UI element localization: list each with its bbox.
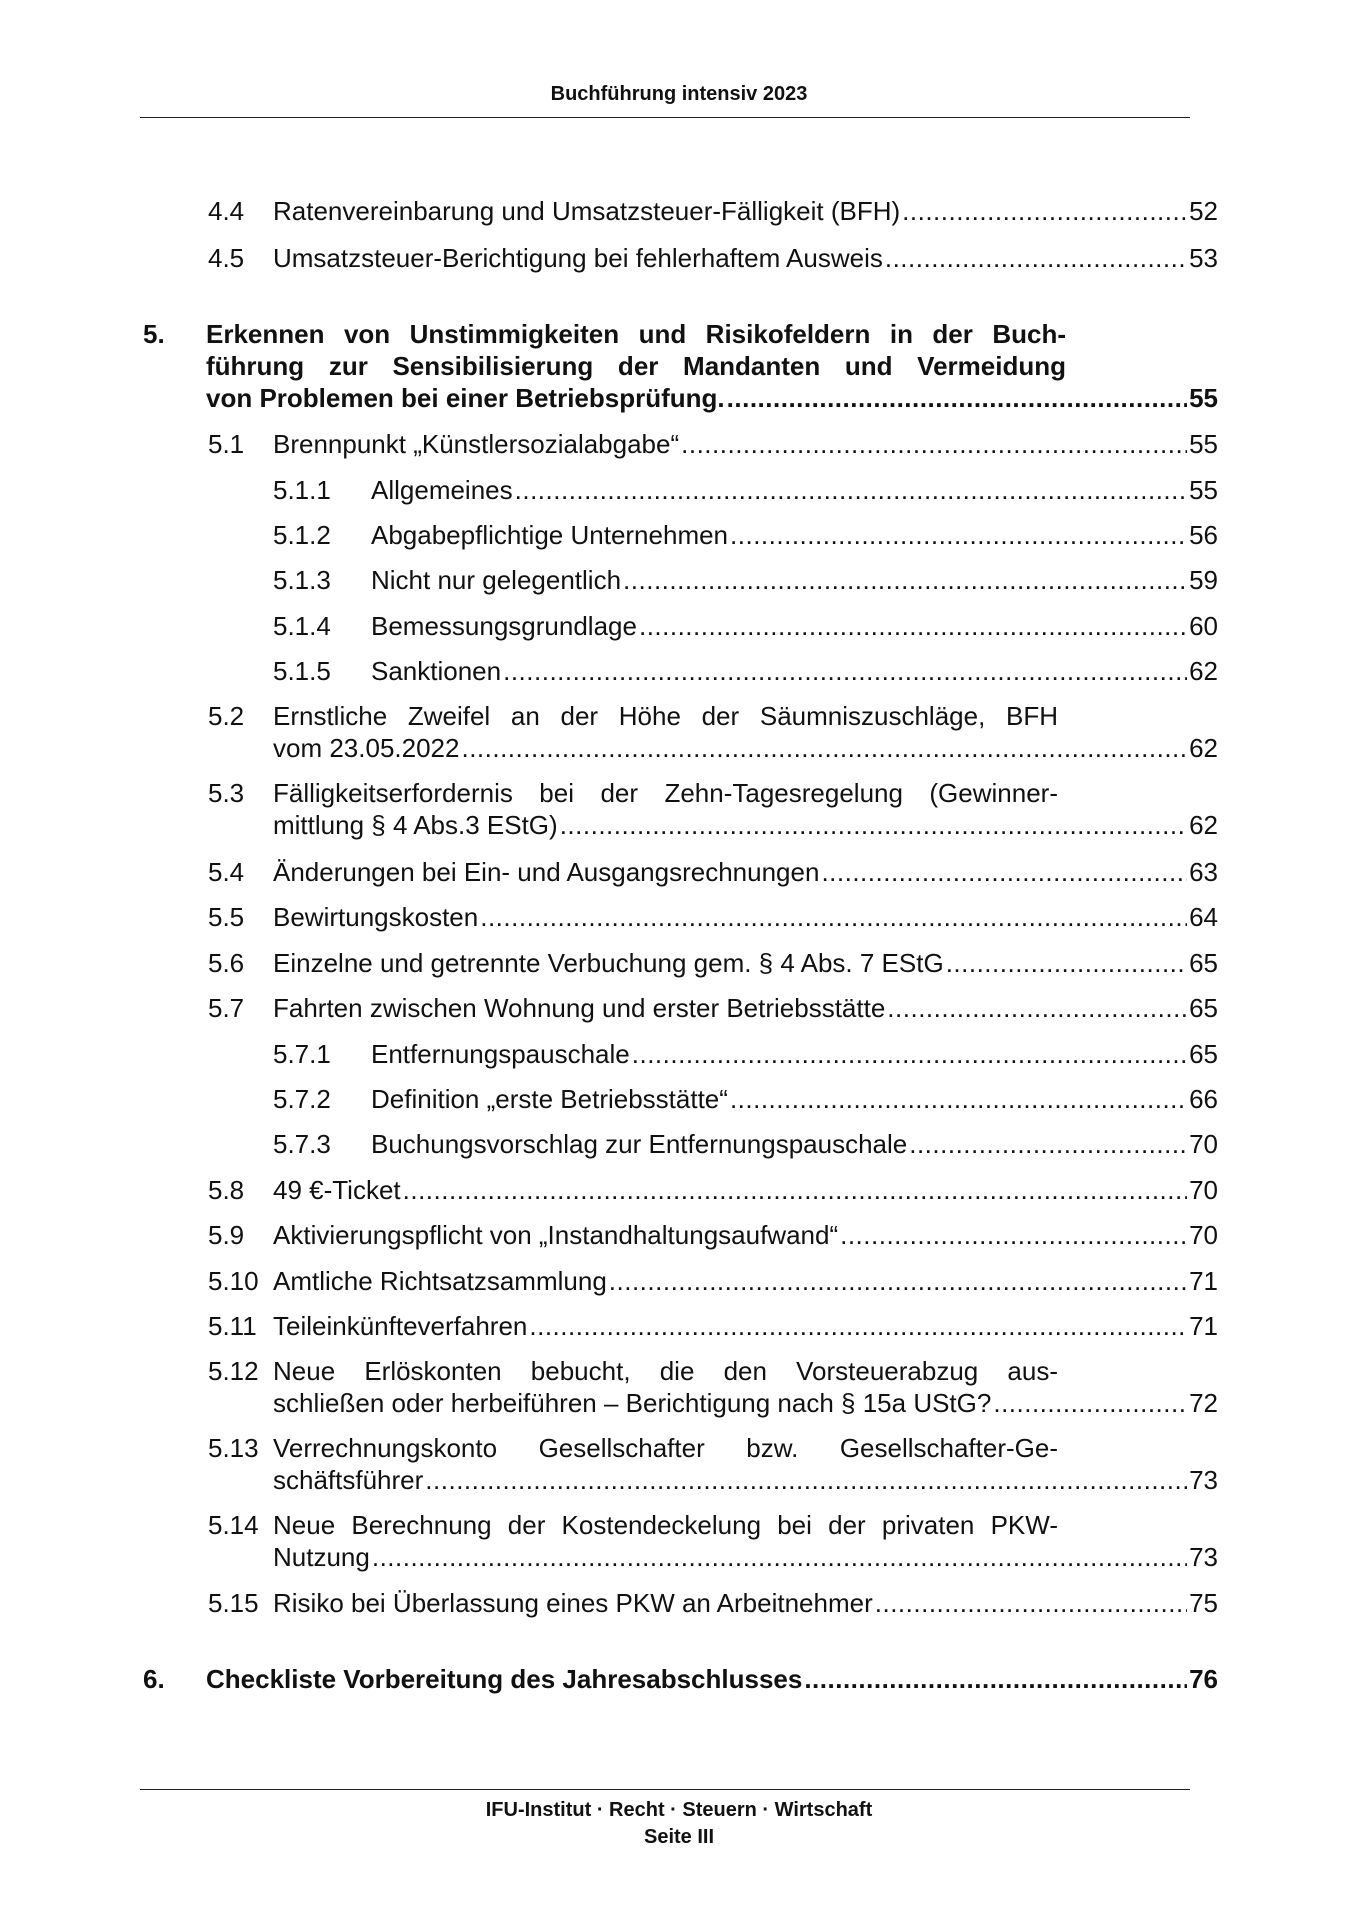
dot-leader [909, 1128, 1187, 1160]
dot-leader [529, 1310, 1187, 1342]
toc-page: 71 [1189, 1311, 1218, 1341]
toc-number: 5.7 [208, 993, 245, 1023]
toc-title: Fahrten zwischen Wohnung und erster Betriebsstätte [273, 993, 886, 1023]
toc-page: 55 [1189, 383, 1218, 413]
dot-leader [681, 428, 1187, 460]
toc-title: Amtliche Richtsatzsammlung [273, 1266, 607, 1296]
dot-leader [632, 1038, 1187, 1070]
toc-page: 62 [1189, 656, 1218, 686]
footer-page-number: Seite III [643, 1826, 715, 1848]
toc-number: 5.1.2 [273, 520, 331, 550]
toc-page: 66 [1189, 1084, 1218, 1114]
dot-leader [609, 1265, 1187, 1297]
dot-leader [480, 901, 1187, 933]
toc-title-line-1: Ernstliche Zweifel an der Höhe der Säumniszuschläge, BFH [273, 701, 1058, 731]
dot-leader [372, 1541, 1187, 1573]
toc-title-line-2: schäftsführer [273, 1465, 424, 1495]
toc-title: Sanktionen [371, 656, 502, 686]
dot-leader [946, 947, 1187, 979]
toc-title-line-1: Neue Berechnung der Kostendeckelung bei der privaten PKW- [273, 1510, 1058, 1540]
toc-title: Nicht nur gelegentlich [371, 565, 622, 595]
dot-leader [804, 1663, 1187, 1695]
toc-number: 5. [143, 319, 165, 349]
toc-page: 75 [1189, 1588, 1218, 1618]
toc-number: 5.6 [208, 948, 245, 978]
toc-number: 5.13 [208, 1433, 259, 1463]
toc-page: 52 [1189, 196, 1218, 226]
header-rule [140, 117, 1190, 118]
toc-number: 5.1.3 [273, 565, 331, 595]
toc-title: Definition „erste Betriebsstätte“ [371, 1084, 728, 1114]
toc-title: Teileinkünfteverfahren [273, 1311, 528, 1341]
toc-number: 5.1.5 [273, 656, 331, 686]
toc-number: 5.8 [208, 1175, 245, 1205]
toc-page: 53 [1189, 243, 1218, 273]
toc-page: 65 [1189, 948, 1218, 978]
toc-title: Umsatzsteuer-Berichtigung bei fehlerhaftem Ausweis [273, 243, 883, 273]
toc-title: 49 €-Ticket [273, 1175, 401, 1205]
toc-number: 5.11 [208, 1311, 257, 1341]
toc-number: 5.10 [208, 1266, 259, 1296]
toc-number: 4.5 [208, 243, 245, 273]
toc-title: Risiko bei Überlassung eines PKW an Arbeitnehmer [273, 1588, 873, 1618]
toc-page: 76 [1189, 1664, 1218, 1694]
toc-number: 5.15 [208, 1588, 259, 1618]
toc-title: Abgabepflichtige Unternehmen [371, 520, 729, 550]
footer-rule [140, 1789, 1190, 1790]
toc-title: Bewirtungskosten [273, 902, 479, 932]
dot-leader [993, 1387, 1187, 1419]
toc-page: 63 [1189, 857, 1218, 887]
toc-number: 4.4 [208, 196, 245, 226]
toc-page: 70 [1189, 1175, 1218, 1205]
toc-title: Entfernungspauschale [371, 1039, 630, 1069]
toc-page: 70 [1189, 1220, 1218, 1250]
toc-title-line-1: Neue Erlöskonten bebucht, die den Vorsteuerabzug aus- [273, 1356, 1058, 1386]
toc-page: 65 [1189, 993, 1218, 1023]
dot-leader [730, 1083, 1187, 1115]
toc-number: 5.7.2 [273, 1084, 331, 1114]
toc-page: 55 [1189, 475, 1218, 505]
toc-title: Checkliste Vorbereitung des Jahresabschlusses [206, 1664, 803, 1694]
toc-page: 71 [1189, 1266, 1218, 1296]
toc-number: 5.14 [208, 1510, 259, 1540]
dot-leader [425, 1464, 1187, 1496]
dot-leader [503, 655, 1187, 687]
toc-page: 65 [1189, 1039, 1218, 1069]
toc-number: 5.9 [208, 1220, 245, 1250]
toc-title-line-2: vom 23.05.2022 [273, 733, 460, 763]
toc-title: Aktivierungspflicht von „Instandhaltungsaufwand“ [273, 1220, 839, 1250]
dot-leader [887, 992, 1187, 1024]
dot-leader [461, 732, 1187, 764]
toc-number: 5.12 [208, 1356, 259, 1386]
toc-page: 64 [1189, 902, 1218, 932]
toc-page: 73 [1189, 1542, 1218, 1572]
toc-title: Allgemeines [371, 475, 513, 505]
toc-title-line-2: mittlung § 4 Abs.3 EStG) [273, 810, 558, 840]
toc-title: Änderungen bei Ein- und Ausgangsrechnungen [273, 857, 820, 887]
toc-title-line-1: Fälligkeitserfordernis bei der Zehn-Tagesregelung (Gewinner- [273, 778, 1058, 808]
dot-leader [875, 1587, 1187, 1619]
dot-leader [821, 856, 1187, 888]
toc-number: 5.3 [208, 778, 245, 808]
toc-title-line-2: Nutzung [273, 1542, 370, 1572]
toc-title-line-1: Verrechnungskonto Gesellschafter bzw. Gesellschafter-Ge- [273, 1433, 1058, 1463]
toc-number: 6. [143, 1664, 165, 1694]
dot-leader [403, 1174, 1187, 1206]
toc-title: Bemessungsgrundlage [371, 611, 637, 641]
dot-leader [623, 564, 1187, 596]
toc-number: 5.1.1 [273, 475, 331, 505]
toc-title-line-2: schließen oder herbeiführen – Berichtigung nach § 15a UStG? [273, 1388, 992, 1418]
dot-leader [639, 610, 1187, 642]
dot-leader [885, 242, 1187, 274]
dot-leader [515, 474, 1187, 506]
toc-title-line-3: von Problemen bei einer Betriebsprüfung. [206, 383, 725, 413]
toc-number: 5.2 [208, 701, 245, 731]
toc-number: 5.5 [208, 902, 245, 932]
toc-number: 5.1.4 [273, 611, 331, 641]
toc-page: 55 [1189, 429, 1218, 459]
toc-number: 5.7.1 [273, 1039, 331, 1069]
toc-page: 60 [1189, 611, 1218, 641]
toc-title-line-2: führung zur Sensibilisierung der Mandanten und Vermeidung [206, 351, 1066, 381]
dot-leader [727, 382, 1187, 414]
toc-title: Buchungsvorschlag zur Entfernungspauschale [371, 1129, 908, 1159]
running-header: Buchführung intensiv 2023 [550, 83, 808, 105]
dot-leader [560, 809, 1187, 841]
toc-page: 70 [1189, 1129, 1218, 1159]
toc-number: 5.1 [208, 429, 245, 459]
dot-leader [840, 1219, 1187, 1251]
toc-page: 56 [1189, 520, 1218, 550]
toc-title-line-1: Erkennen von Unstimmigkeiten und Risikofeldern in der Buch- [206, 319, 1066, 349]
toc-title: Einzelne und getrennte Verbuchung gem. § 4 Abs. 7 EStG [273, 948, 944, 978]
toc-number: 5.7.3 [273, 1129, 331, 1159]
toc-page: 62 [1189, 733, 1218, 763]
toc-page: 62 [1189, 810, 1218, 840]
toc-page: 59 [1189, 565, 1218, 595]
footer-institute: IFU-Institut · Recht · Steuern · Wirtschaft [485, 1799, 873, 1821]
dot-leader [730, 519, 1187, 551]
toc-title: Ratenvereinbarung und Umsatzsteuer-Fälligkeit (BFH) [273, 196, 901, 226]
toc-title: Brennpunkt „Künstlersozialabgabe“ [273, 429, 680, 459]
dot-leader [902, 195, 1187, 227]
toc-number: 5.4 [208, 857, 245, 887]
toc-page: 72 [1189, 1388, 1218, 1418]
toc-page: 73 [1189, 1465, 1218, 1495]
